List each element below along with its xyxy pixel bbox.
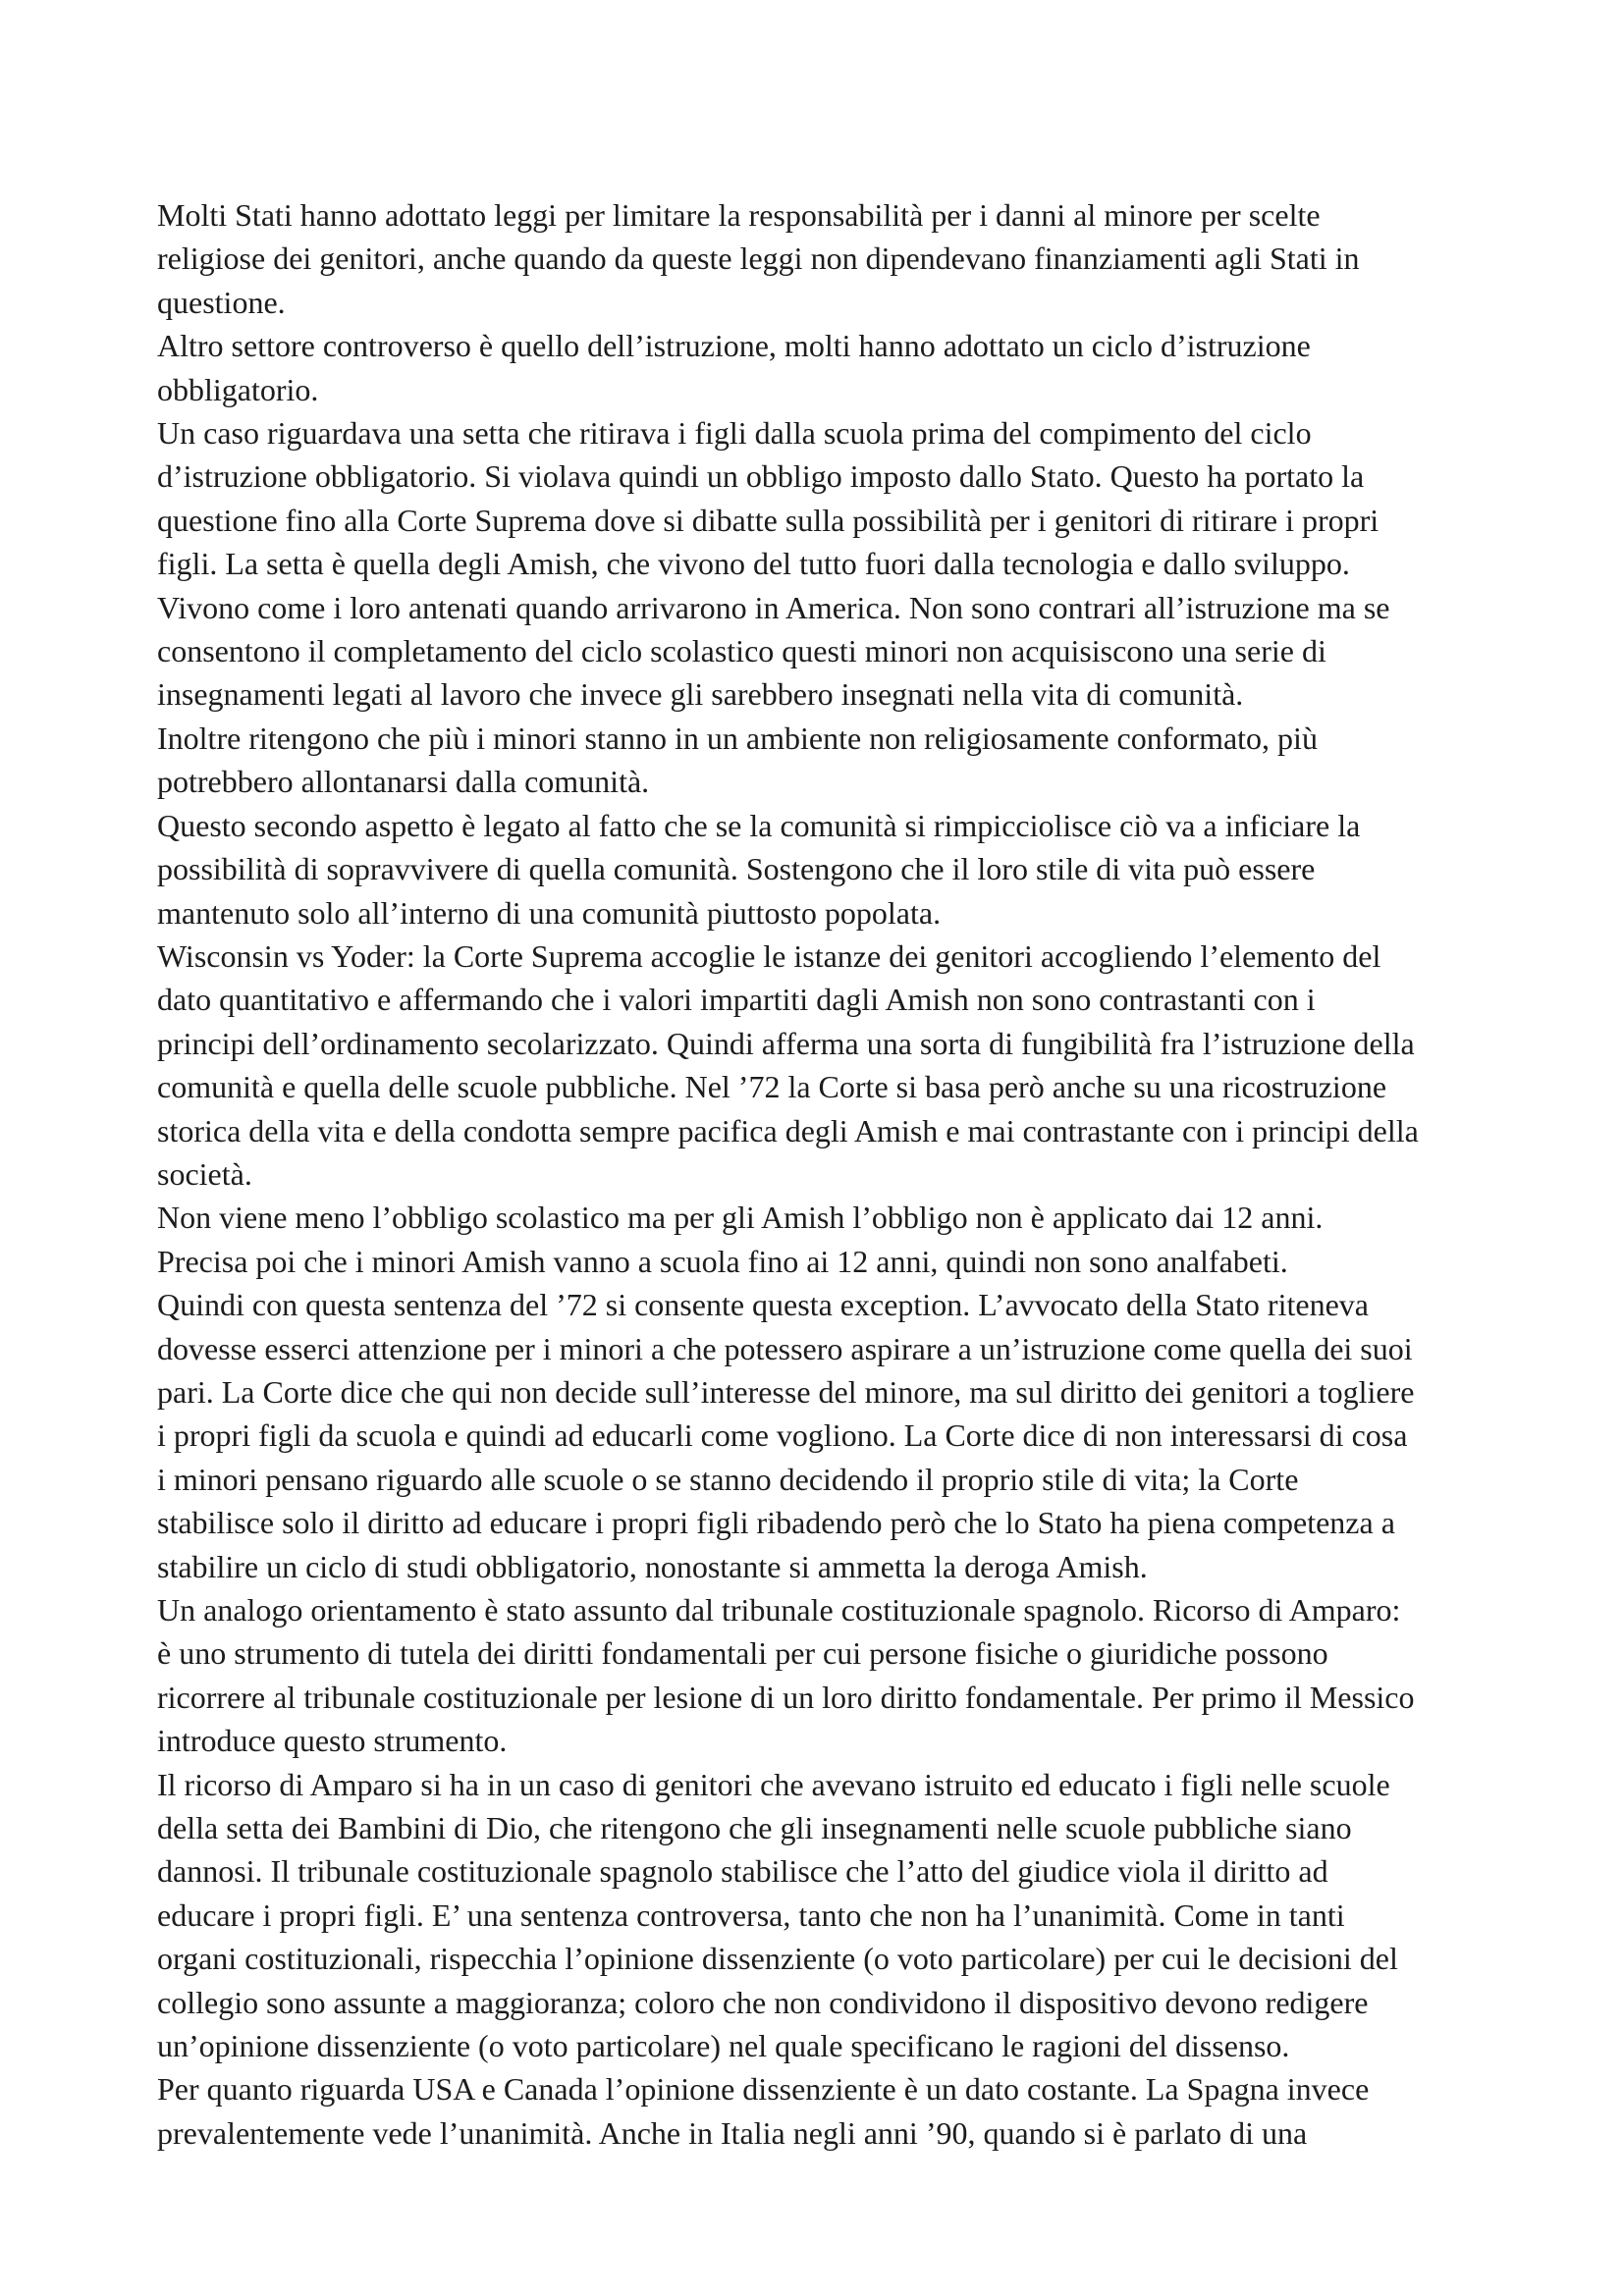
text-line: obbligatorio. bbox=[157, 371, 319, 407]
text-line: introduce questo strumento. bbox=[157, 1723, 508, 1759]
text-line: mantenuto solo all’interno di una comunità piuttosto popolata. bbox=[157, 894, 942, 931]
text-line: Inoltre ritengono che più i minori stanno in un ambiente non religiosamente conformato, più bbox=[157, 720, 1318, 756]
text-line: pari. La Corte dice che qui non decide sull’interesse del minore, ma sul diritto dei genitori a togliere bbox=[157, 1373, 1415, 1410]
text-line: comunità e quella delle scuole pubbliche. Nel ’72 la Corte si basa però anche su una ricostruzione bbox=[157, 1069, 1387, 1105]
paragraph bbox=[157, 1588, 1492, 1763]
text-line: i propri figli da scuola e quindi ad educarli come vogliono. La Corte dice di non interessarsi di cosa bbox=[157, 1417, 1408, 1454]
text-line: consentono il completamento del ciclo scolastico questi minori non acquisiscono una serie di bbox=[157, 633, 1326, 669]
text-line: Altro settore controverso è quello dell’istruzione, molti hanno adottato un ciclo d’istruzione bbox=[157, 328, 1311, 364]
paragraph bbox=[157, 1283, 1492, 1588]
text-line: Per quanto riguarda USA e Canada l’opinione dissenziente è un dato costante. La Spagna invece bbox=[157, 2071, 1370, 2108]
text-line: un’opinione dissenziente (o voto particolare) nel quale specificano le ragioni del dissenso. bbox=[157, 2028, 1290, 2064]
text-line: i minori pensano riguardo alle scuole o se stanno decidendo il proprio stile di vita; la Corte bbox=[157, 1461, 1299, 1497]
text-line: Molti Stati hanno adottato leggi per limitare la responsabilità per i danni al minore per scelte bbox=[157, 197, 1321, 233]
text-line: insegnamenti legati al lavoro che invece gli sarebbero insegnati nella vita di comunità. bbox=[157, 676, 1244, 713]
text-line: della setta dei Bambini di Dio, che ritengono che gli insegnamenti nelle scuole pubbliche siano bbox=[157, 1810, 1352, 1846]
text-line: potrebbero allontanarsi dalla comunità. bbox=[157, 764, 650, 800]
text-line: storica della vita e della condotta sempre pacifica degli Amish e mai contrastante con i principi della bbox=[157, 1112, 1419, 1148]
text-line: Vivono come i loro antenati quando arrivarono in America. Non sono contrari all’istruzione ma se bbox=[157, 589, 1390, 625]
paragraph bbox=[157, 1196, 1492, 1239]
text-line: prevalentemente vede l’unanimità. Anche in Italia negli anni ’90, quando si è parlato di una bbox=[157, 2114, 1308, 2151]
text-line: questione. bbox=[157, 284, 286, 320]
text-line: Il ricorso di Amparo si ha in un caso di genitori che avevano istruito ed educato i figli nelle scuole bbox=[157, 1766, 1390, 1802]
text-line: educare i propri figli. E’ una sentenza controversa, tanto che non ha l’unanimità. Come in tanti bbox=[157, 1896, 1345, 1933]
document-body bbox=[157, 193, 1492, 2155]
paragraph bbox=[157, 1240, 1492, 1283]
text-line: religiose dei genitori, anche quando da queste leggi non dipendevano finanziamenti agli Stati in bbox=[157, 240, 1360, 277]
text-line: Wisconsin vs Yoder: la Corte Suprema accoglie le istanze dei genitori accogliendo l’elemento del bbox=[157, 937, 1381, 974]
text-line: Questo secondo aspetto è legato al fatto che se la comunità si rimpicciolisce ciò va a inficiare la bbox=[157, 807, 1361, 843]
paragraph bbox=[157, 717, 1492, 804]
paragraph bbox=[157, 411, 1492, 717]
text-line: d’istruzione obbligatorio. Si violava quindi un obbligo imposto dallo Stato. Questo ha portato la bbox=[157, 458, 1365, 495]
paragraph bbox=[157, 934, 1492, 1196]
text-line: figli. La setta è quella degli Amish, che vivono del tutto fuori dalla tecnologia e dallo sviluppo. bbox=[157, 546, 1350, 582]
text-line: dovesse esserci attenzione per i minori a che potessero aspirare a un’istruzione come quella dei suoi bbox=[157, 1330, 1413, 1366]
paragraph bbox=[157, 804, 1492, 934]
paragraph bbox=[157, 1763, 1492, 2068]
text-line: principi dell’ordinamento secolarizzato. Quindi afferma una sorta di fungibilità fra l’istruzione della bbox=[157, 1025, 1415, 1061]
text-line: è uno strumento di tutela dei diritti fondamentali per cui persone fisiche o giuridiche possono bbox=[157, 1635, 1328, 1672]
text-line: Non viene meno l’obbligo scolastico ma per gli Amish l’obbligo non è applicato dai 12 anni. bbox=[157, 1200, 1324, 1236]
text-line: dannosi. Il tribunale costituzionale spagnolo stabilisce che l’atto del giudice viola il diritto ad bbox=[157, 1853, 1328, 1890]
text-line: organi costituzionali, rispecchia l’opinione dissenziente (o voto particolare) per cui le decisioni del bbox=[157, 1941, 1398, 1977]
text-line: possibilità di sopravvivere di quella comunità. Sostengono che il loro stile di vita può essere bbox=[157, 851, 1316, 887]
text-line: Un analogo orientamento è stato assunto dal tribunale costituzionale spagnolo. Ricorso di Amparo: bbox=[157, 1592, 1401, 1628]
text-line: stabilire un ciclo di studi obbligatorio, nonostante si ammetta la deroga Amish. bbox=[157, 1548, 1148, 1584]
text-line: stabilisce solo il diritto ad educare i propri figli ribadendo però che lo Stato ha piena competenza a bbox=[157, 1505, 1395, 1541]
text-line: collegio sono assunte a maggioranza; coloro che non condividono il dispositivo devono redigere bbox=[157, 1984, 1369, 2020]
text-line: Precisa poi che i minori Amish vanno a scuola fino ai 12 anni, quindi non sono analfabeti. bbox=[157, 1243, 1288, 1279]
text-line: Quindi con questa sentenza del ’72 si consente questa exception. L’avvocato della Stato riteneva bbox=[157, 1287, 1369, 1323]
text-line: questione fino alla Corte Suprema dove si dibatte sulla possibilità per i genitori di ritirare i propri bbox=[157, 502, 1380, 538]
paragraph bbox=[157, 324, 1492, 411]
text-line: dato quantitativo e affermando che i valori impartiti dagli Amish non sono contrastanti con i bbox=[157, 982, 1316, 1018]
text-line: Un caso riguardava una setta che ritirava i figli dalla scuola prima del compimento del ciclo bbox=[157, 415, 1312, 452]
paragraph bbox=[157, 193, 1492, 324]
paragraph bbox=[157, 2067, 1492, 2155]
text-line: società. bbox=[157, 1155, 252, 1192]
text-line: ricorrere al tribunale costituzionale per lesione di un loro diritto fondamentale. Per primo il Messico bbox=[157, 1679, 1415, 1715]
